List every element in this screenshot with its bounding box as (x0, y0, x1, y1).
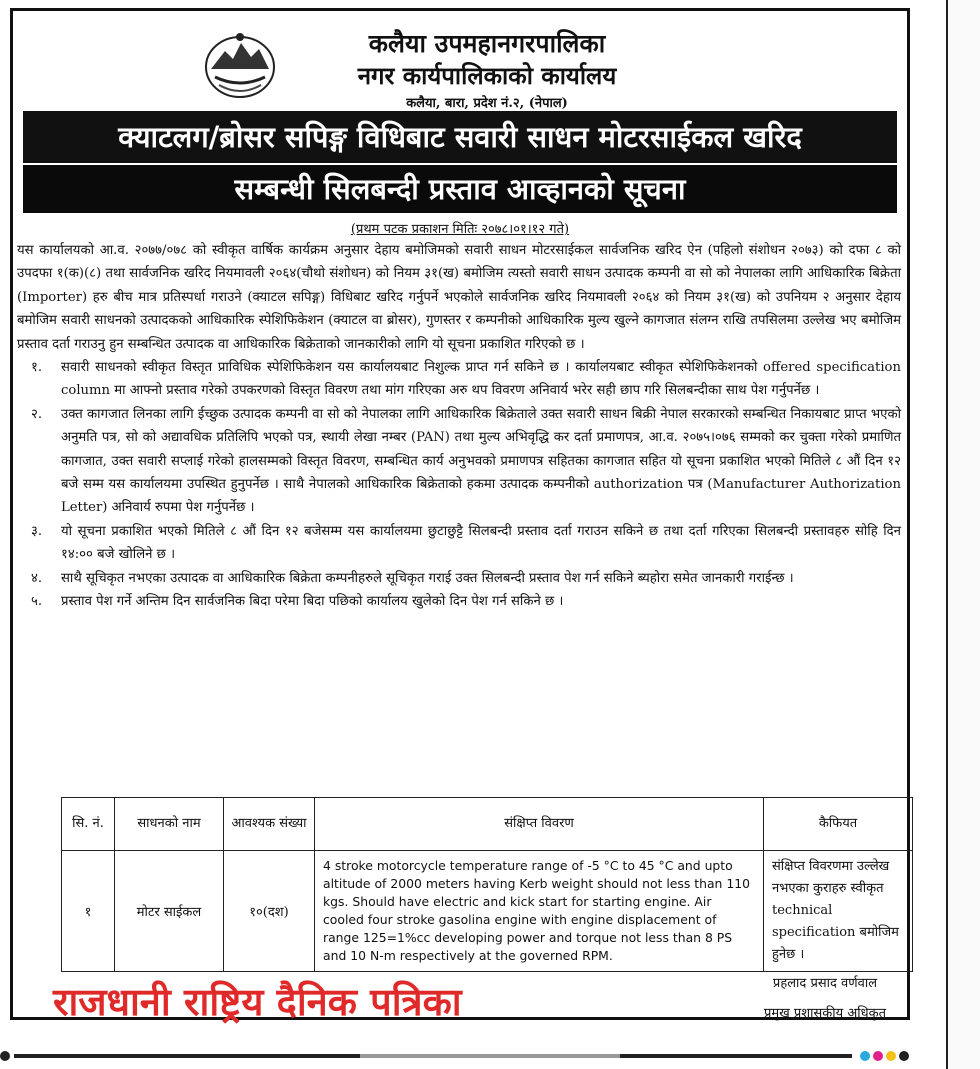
header-qty: आवश्यक संख्या (224, 798, 315, 851)
publication-date: (प्रथम पटक प्रकाशन मितिः २०७८।०१।१२ गते) (350, 222, 570, 237)
item-number: ३. (31, 523, 43, 539)
intro-paragraph: यस कार्यालयको आ.व. २०७७/०७८ को स्वीकृत वार्षिक कार्यक्रम अनुसार देहाय बमोजिमको सवारी साधन मोटरसाईकल सार्वजनिक खरिद ऐन (पहिलो संशोधन २०७३) को दफा ८ को उपदफा १(क)(८) तथा सार्वजनिक खरिद नियमावली २०६४(चौथो संशोधन) को नियम ३१(ख) बमोजिम त्यस्तो सवारी साधन उत्पादक कम्पनी वा सो को नेपालका लागि आधिकारिक बिक्रेता (Importer) हरु बीच मात्र प्रतिस्पर्धा गराउने (क्याटल सपिङ्ग) विधिबाट खरिद गर्नुपर्ने भएकोले सार्वजनिक खरिद नियमावली २०६४ को नियम ३१(ख) को उपनियम २ अनुसार देहाय बमोजिम सवारी साधनको उत्पादकको आधिकारिक स्पेशिफिकेशन (क्याटल वा ब्रोसर), गुणस्तर र कम्पनीको आधिकारिक मुल्य खुल्ने कागजात संलग्न राखि तपसिलमा उल्लेख भए बमोजिम प्रस्ताव दर्ता गराउनु हुन सम्बन्धित उत्पादक वा आधिकारिक बिक्रेताको जानकारीको लागि यो सूचना प्रकाशित गरिएको छ । (17, 243, 901, 352)
signer-name: प्रहलाद प्रसाद वर्णवाल (772, 976, 878, 991)
cell-sn: १ (62, 851, 115, 972)
list-item (17, 356, 901, 403)
nepal-emblem-icon (201, 29, 279, 101)
item-text: यो सूचना प्रकाशित भएको मितिले ८ औं दिन १२ बजेसम्म यस कार्यालयमा छुटाछुट्टै सिलबन्दी प्रस्ताव दर्ता गराउन सकिने छ तथा दर्ता गरिएका सिलबन्दी प्रस्तावहरु सोहि दिन १४:०० बजे खोलिने छ । (61, 523, 901, 563)
cell-desc: 4 stroke motorcycle temperature range of -5 °C to 45 °C and upto altitude of 2000 meters having Kerb weight should not less than 110 kgs. Should have electric and kick start for starting engine. Air cooled four stroke gasolina engine with engine displacement of range 125=1%cc developing power and torque not less than 8 PS and 10 N-m respectively at the governed RPM. (315, 851, 764, 972)
office-address: कलैया, बारा, प्रदेश नं.२, (नेपाल) (406, 96, 568, 111)
notice-title-line2: सम्बन्धी सिलबन्दी प्रस्ताव आव्हानको सूचना (23, 165, 897, 213)
list-item (17, 403, 901, 520)
magenta-dot-icon (873, 1051, 883, 1061)
notice-body (13, 239, 907, 614)
item-number: ४. (31, 570, 43, 586)
cyan-dot-icon (860, 1051, 870, 1061)
item-text: प्रस्ताव पेश गर्ने अन्तिम दिन सार्वजनिक बिदा परेमा बिदा पछिको कार्यालय खुलेको दिन पेश गर्न सकिने छ । (61, 594, 564, 610)
item-text: साथै सूचिकृत नभएका उत्पादक वा आधिकारिक बिक्रेता कम्पनीहरुले सूचिकृत गराई उक्त सिलबन्दी प्रस्ताव पेश गर्न सकिने ब्यहोरा समेत जानकारी गराईन्छ । (61, 570, 794, 586)
list-item (17, 520, 901, 567)
header-sn: सि. नं. (62, 798, 115, 851)
table-header-row (62, 798, 913, 851)
item-number: ५. (31, 594, 43, 610)
item-text: उक्त कागजात लिनका लागि ईच्छुक उत्पादक कम्पनी वा सो को नेपालका लागि आधिकारिक बिक्रेताले उक्त सवारी साधन बिक्री नेपाल सरकारको सम्बन्धित निकायबाट प्राप्त भएको अनुमति पत्र, सो को अद्यावधिक प्रतिलिपि भएको पत्र, स्थायी लेखा नम्बर (PAN) तथा मुल्य अभिवृद्धि कर दर्ता प्रमाणपत्र, आ.व. २०७५।०७६ सम्मको कर चुक्ता गरेको प्रमाणित कागजात, उक्त सवारी सप्लाई गरेको हालसम्मको विस्तृत विवरण, सम्बन्धित कार्य अनुभवको प्रमाणपत्र सहितका कागजात सहित यो सूचना प्रकाशित भएको मितिले ८ औं दिन १२ बजे सम्म यस कार्यालयमा उपस्थित हुनुपर्नेछ । साथै नेपालको आधिकारिक बिक्रेताको हकमा उत्पादक कम्पनीको authorization पत्र (Manufacturer Authorization Letter) अनिवार्य रुपमा पेश गर्नुपर्नेछ । (61, 406, 901, 516)
bar-segment (14, 1054, 360, 1058)
list-item (17, 567, 901, 590)
org-name: कलैया उपमहानगरपालिका (368, 29, 606, 58)
item-number: २. (31, 406, 43, 422)
office-name: नगर कार्यपालिकाको कार्यालय (357, 61, 617, 90)
item-number: १. (31, 360, 43, 376)
header-desc: संक्षिप्त विवरण (315, 798, 764, 851)
bottom-decorative-bar (0, 1050, 980, 1060)
cell-qty: १०(दश) (224, 851, 315, 972)
table-row (62, 851, 913, 972)
item-text: सवारी साधनको स्वीकृत विस्तृत प्राविधिक स्पेशिफिकेशन यस कार्यालयबाट निशुल्क प्राप्त गर्न सकिने छ । कार्यालयबाट स्वीकृत स्पेशिफिकेशनको offered specification column मा आफ्नो प्रस्ताव गरेको उपकरणको विस्तृत विवरण तथा मांग गरिएका अरु थप विवरण अनिवार्य भरेर सही छाप गरि सिलबन्दीका साथ पेश गर्नुपर्नेछ । (61, 360, 901, 399)
bar-segment (620, 1054, 852, 1058)
notice-header (13, 21, 907, 117)
header-remarks: कैफियत (764, 798, 913, 851)
notice-frame (10, 8, 910, 1024)
header-name: साधनको नाम (115, 798, 224, 851)
bar-segment (360, 1054, 620, 1058)
cell-remarks: संक्षिप्त विवरणमा उल्लेख नभएका कुराहरु स्वीकृत technical specification बमोजिम हुनेछ । (764, 851, 913, 972)
right-edge-strip (946, 0, 980, 1069)
notice-title-line1: क्याटलग/ब्रोसर सपिङ्ग विधिबाट सवारी साधन मोटरसाईकल खरिद (23, 111, 897, 163)
black-dot-icon (899, 1051, 909, 1061)
bar-end-dot (0, 1051, 10, 1061)
specification-table (61, 797, 913, 972)
newspaper-watermark: राजधानी राष्ट्रिय दैनिक पत्रिका (53, 980, 462, 1024)
yellow-dot-icon (886, 1051, 896, 1061)
cell-name: मोटर साईकल (115, 851, 224, 972)
signer-title: प्रमुख प्रशासकीय अधिकृत (763, 1006, 887, 1021)
list-item (17, 590, 901, 613)
